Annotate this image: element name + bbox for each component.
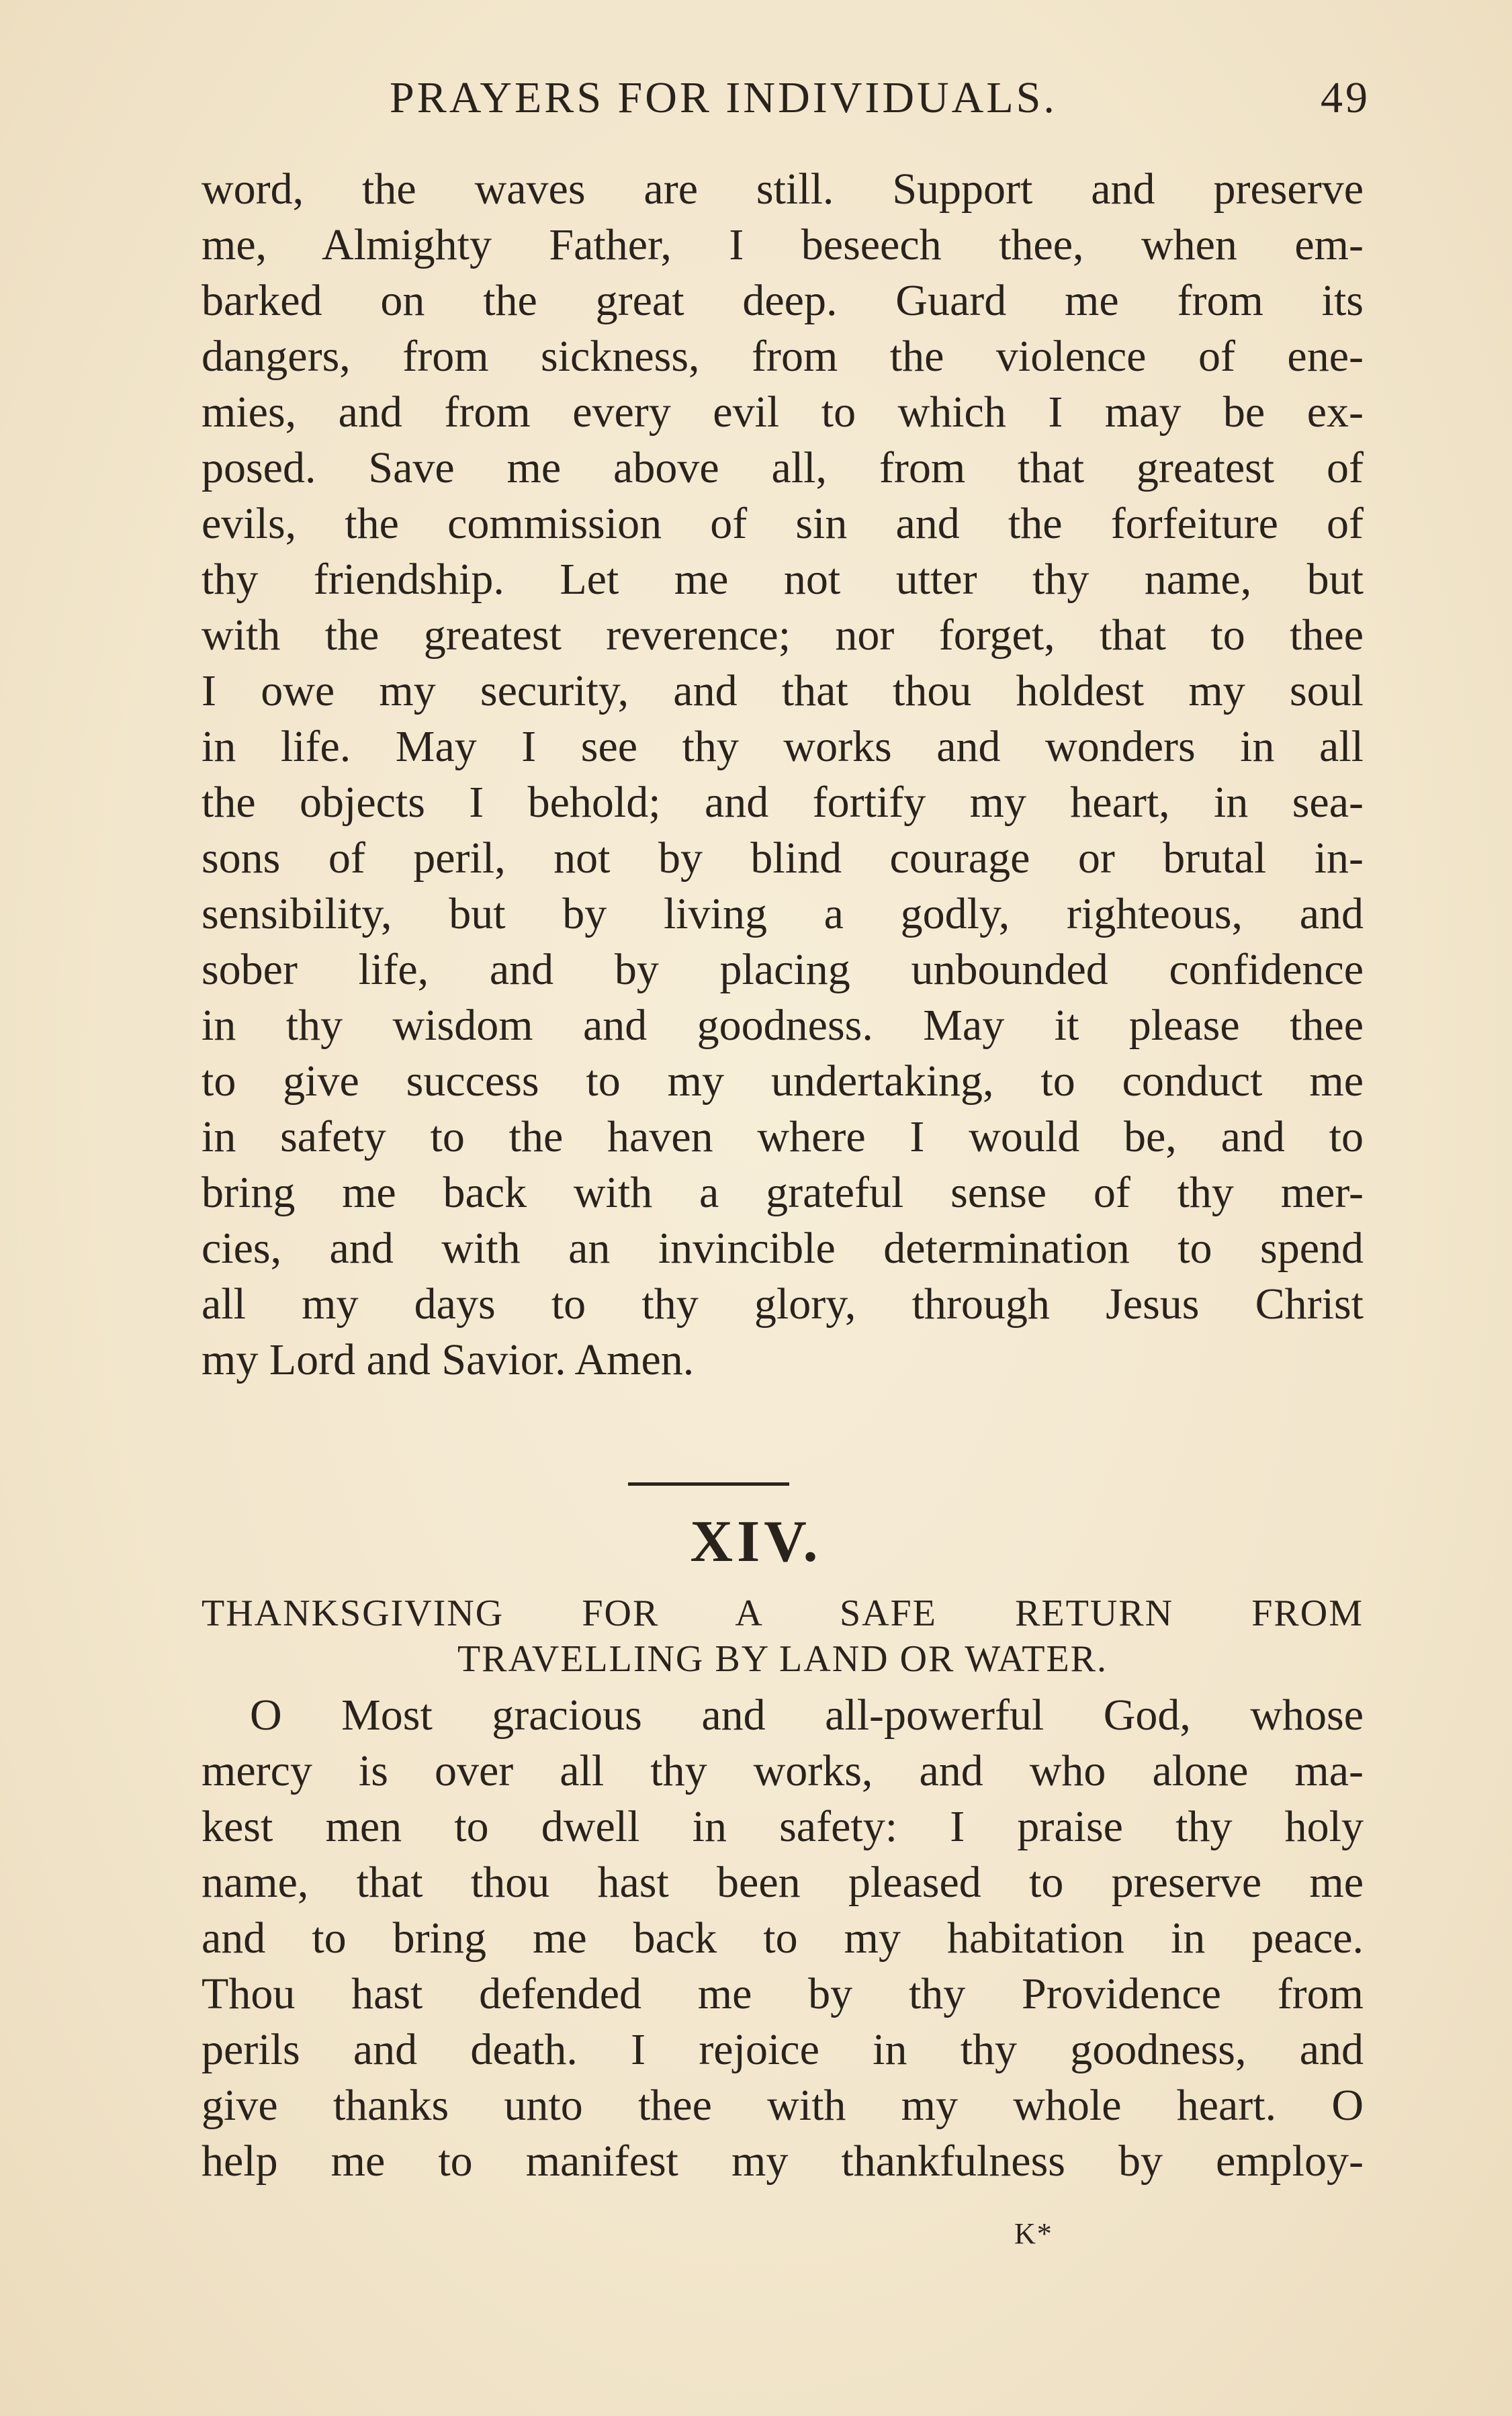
- text-line: Thou hast defended me by thy Providence from: [202, 1969, 1364, 2018]
- section-title: [202, 1591, 1364, 1682]
- text-line: all my days to thy glory, through Jesus Christ: [202, 1280, 1364, 1329]
- text-line: give thanks unto thee with my whole heart. O: [202, 2081, 1364, 2130]
- text-line: O Most gracious and all-powerful God, whose: [250, 1691, 1364, 1740]
- page-number: 49: [1321, 73, 1370, 122]
- text-line: to give success to my undertaking, to conduct me: [202, 1057, 1364, 1106]
- text-line: in safety to the haven where I would be, and to: [202, 1112, 1364, 1161]
- text-line: sons of peril, not by blind courage or brutal in-: [202, 834, 1364, 883]
- text-line: my Lord and Savior. Amen.: [202, 1335, 695, 1384]
- text-line: sober life, and by placing unbounded confidence: [202, 945, 1364, 994]
- text-line: the objects I behold; and fortify my heart, in sea-: [202, 778, 1364, 827]
- text-line: cies, and with an invincible determination to spend: [202, 1224, 1364, 1273]
- text-line: and to bring me back to my habitation in peace.: [202, 1914, 1364, 1963]
- text-line: help me to manifest my thankfulness by employ-: [202, 2137, 1364, 2186]
- text-line: with the greatest reverence; nor forget, that to thee: [202, 611, 1364, 660]
- text-line: thy friendship. Let me not utter thy name, but: [202, 555, 1364, 604]
- section-title-line: THANKSGIVING FOR A SAFE RETURN FROM: [202, 1593, 1364, 1634]
- thanksgiving-prayer: [202, 1687, 1364, 2189]
- signature-mark: K*: [1014, 2217, 1053, 2250]
- text-line: bring me back with a grateful sense of thy mer-: [202, 1168, 1364, 1217]
- text-line: barked on the great deep. Guard me from its: [202, 276, 1364, 325]
- text-line: in thy wisdom and goodness. May it please thee: [202, 1001, 1364, 1050]
- running-title: PRAYERS FOR INDIVIDUALS.: [390, 73, 1057, 122]
- text-line: sensibility, but by living a godly, righteous, and: [202, 889, 1364, 938]
- text-line: mies, and from every evil to which I may be ex-: [202, 388, 1364, 437]
- text-line: I owe my security, and that thou holdest my soul: [202, 666, 1364, 715]
- text-line: mercy is over all thy works, and who alone ma-: [202, 1746, 1364, 1795]
- text-line: dangers, from sickness, from the violence of ene-: [202, 332, 1364, 381]
- section-number: XIV.: [690, 1509, 822, 1574]
- page-header: [390, 73, 1370, 133]
- text-line: name, that thou hast been pleased to preserve me: [202, 1858, 1364, 1907]
- section-title-line: TRAVELLING BY LAND OR WATER.: [457, 1638, 1108, 1680]
- text-line: kest men to dwell in safety: I praise thy holy: [202, 1802, 1364, 1851]
- text-line: word, the waves are still. Support and preserve: [202, 165, 1364, 214]
- text-line: evils, the commission of sin and the forfeiture of: [202, 499, 1364, 548]
- text-line: me, Almighty Father, I beseech thee, when em-: [202, 220, 1364, 269]
- text-line: in life. May I see thy works and wonders in all: [202, 722, 1364, 771]
- prayer-continuation: [202, 161, 1364, 1388]
- text-line: posed. Save me above all, from that greatest of: [202, 443, 1364, 492]
- text-line: perils and death. I rejoice in thy goodness, and: [202, 2025, 1364, 2074]
- section-divider: [628, 1482, 789, 1486]
